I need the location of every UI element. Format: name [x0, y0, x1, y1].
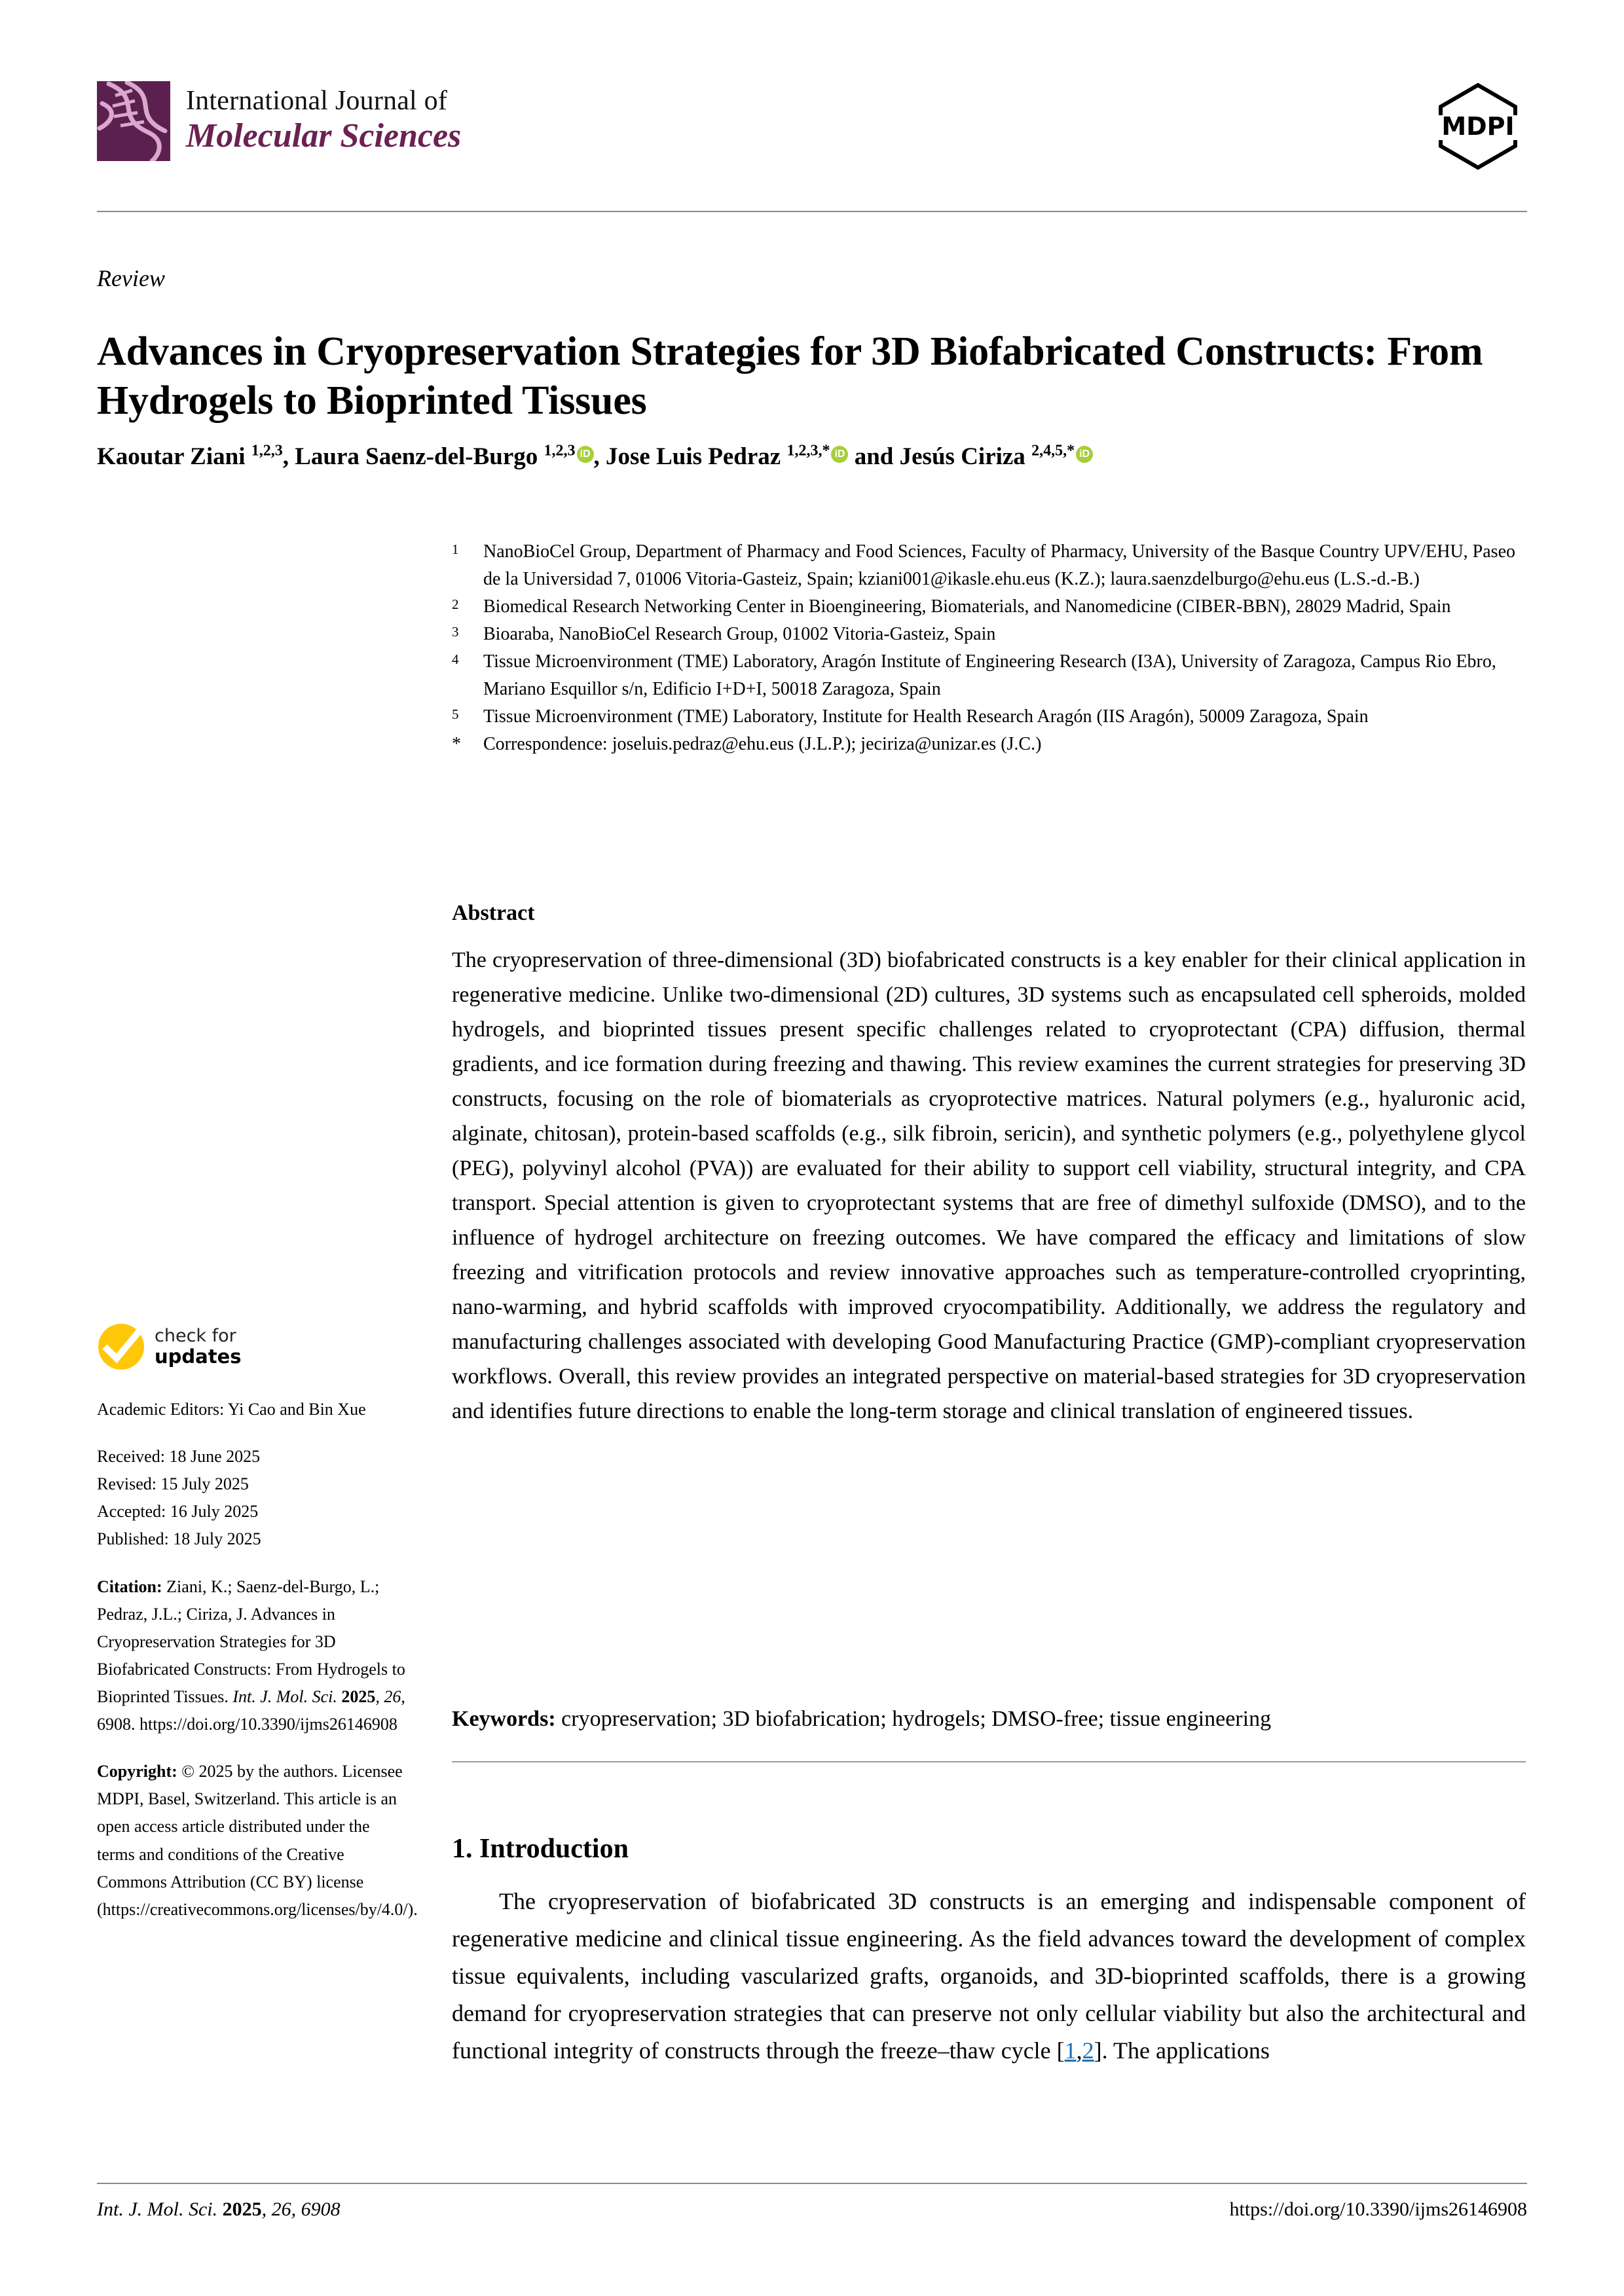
journal-name-line1: International Journal of — [186, 86, 448, 116]
journal-logo — [97, 81, 461, 161]
academic-editors: Academic Editors: Yi Cao and Bin Xue — [97, 1400, 366, 1419]
citation-year: 2025 — [341, 1686, 376, 1706]
date-published: Published: 18 July 2025 — [97, 1529, 261, 1549]
affiliation-row — [452, 538, 1526, 593]
affiliation-row — [452, 648, 1526, 703]
affiliation-marker: * — [452, 734, 461, 754]
mdpi-logo-text: MDPI — [1441, 112, 1515, 141]
citation-pages: , 6908. — [97, 1686, 405, 1734]
citation-ref-2[interactable]: 2 — [1082, 2037, 1094, 2064]
introduction-paragraph — [452, 1883, 1526, 2069]
copyright-text: © 2025 by the authors. Licensee MDPI, Basel, Switzerland. This article is an open access article distributed under the terms and conditions of the Creative Commons Attribution (CC BY) license (https://creativecommons.org/licenses/by/4.0/). — [97, 1762, 418, 1919]
affiliation-marker: 5 — [452, 706, 459, 722]
header-divider — [97, 211, 1527, 212]
author-affiliation-marker: 1,2,3 — [544, 442, 576, 460]
author-list: Kaoutar Ziani $^{1,2,3}$, Laura Saenz-del-Burgo $^{1,2,3}$ iD , Jose Luis Pedraz $^{1,2,3,*}$ iD and Jesús Ciriza $^{2,4,5,*}$ iD — [97, 440, 1527, 474]
footer-citation — [97, 2198, 341, 2221]
author-affiliation-marker: 2,4,5,* — [1031, 442, 1075, 460]
author-affiliation-marker: 1,2,3,* — [786, 442, 830, 460]
mdpi-logo — [1429, 77, 1527, 175]
keywords-label: Keywords: — [452, 1707, 556, 1731]
abstract-divider — [452, 1761, 1526, 1762]
footer-divider — [97, 2183, 1527, 2184]
orcid-icon[interactable]: iD — [831, 446, 848, 463]
affiliation-row — [452, 621, 1526, 648]
orcid-icon[interactable]: iD — [577, 446, 594, 463]
affiliation-marker: 4 — [452, 651, 459, 667]
footer-journal-name: Int. J. Mol. Sci. — [97, 2198, 218, 2220]
author-affiliation-marker: 1,2,3 — [251, 442, 283, 460]
affiliation-text: Tissue Microenvironment (TME) Laboratory, Aragón Institute of Engineering Research (I3A), University of Zaragoza, Campus Rio Ebro, Mariano Esquillor s/n, Edificio I+D+I, 50018 Zaragoza, Spain — [483, 651, 1496, 699]
date-revised: Revised: 15 July 2025 — [97, 1474, 249, 1494]
keywords — [452, 1702, 1526, 1736]
abstract-body: The cryopreservation of three-dimensional (3D) biofabricated constructs is a key enabler for their clinical application in regenerative medicine. Unlike two-dimensional (2D) cultures, 3D systems such as encapsulated cell spheroids, molded hydrogels, and bioprinted tissues present specific challenges related to cryoprotectant (CPA) diffusion, thermal gradients, and ice formation during freezing and thawing. This review examines the current strategies for preserving 3D constructs, focusing on the role of biomaterials as cryoprotective matrices. Natural polymers (e.g., hyaluronic acid, alginate, chitosan), protein-based scaffolds (e.g., silk fibroin, sericin), and synthetic polymers (e.g., polyethylene glycol (PEG), polyvinyl alcohol (PVA)) are evaluated for their ability to support cell viability, structural integrity, and CPA transport. Special attention is given to cryoprotectant systems that are free of dimethyl sulfoxide (DMSO), and to the influence of hydrogel architecture on freezing outcomes. We have compared the efficacy and limitations of slow freezing and vitrification protocols and review innovative approaches such as temperature-controlled cryoprinting, nano-warming, and hybrid scaffolds with improved cryocompatibility. Additionally, we address the regulatory and manufacturing challenges associated with developing Good Manufacturing Practice (GMP)-compliant cryopreservation workflows. Overall, this review provides an integrated perspective on material-based strategies for 3D cryopreservation and identifies future directions to enable the long-term storage and clinical translation of engineered tissues. — [452, 948, 1526, 1424]
citation-ref-separator: , — [1076, 2037, 1082, 2064]
affiliation-row — [452, 703, 1526, 731]
affiliation-row — [452, 593, 1526, 621]
affiliation-text: Correspondence: joseluis.pedraz@ehu.eus (J.L.P.); jeciriza@unizar.es (J.C.) — [483, 734, 1042, 754]
journal-name-line2: Molecular Sciences — [186, 117, 462, 155]
footer-year: 2025 — [222, 2198, 262, 2220]
citation-volume: , 26 — [375, 1686, 401, 1706]
affiliation-text: Bioaraba, NanoBioCel Research Group, 01002 Vitoria-Gasteiz, Spain — [483, 624, 996, 644]
page-title: Advances in Cryopreservation Strategies for 3D Biofabricated Constructs: From Hydrogels to Bioprinted Tissues — [97, 329, 1483, 424]
citation-label: Citation: — [97, 1576, 162, 1596]
check-for-updates-line2: updates — [155, 1345, 242, 1368]
citation-journal: Int. J. Mol. Sci. — [232, 1686, 337, 1706]
citation-ref-1[interactable]: 1 — [1064, 2037, 1077, 2064]
date-received: Received: 18 June 2025 — [97, 1447, 261, 1467]
abstract-heading: Abstract — [452, 901, 535, 925]
check-for-updates-label — [155, 1326, 242, 1368]
publication-dates — [97, 1443, 411, 1553]
section-heading-introduction: 1. Introduction — [452, 1834, 629, 1864]
citation-block — [97, 1573, 411, 1739]
page-header — [97, 77, 1527, 175]
affiliation-text: Biomedical Research Networking Center in Bioengineering, Biomaterials, and Nanomedicine (CIBER-BBN), 28029 Madrid, Spain — [483, 596, 1451, 617]
affiliation-marker: 2 — [452, 596, 459, 612]
date-accepted: Accepted: 16 July 2025 — [97, 1502, 259, 1522]
check-for-updates-line1: check for — [155, 1325, 236, 1346]
affiliation-text: NanoBioCel Group, Department of Pharmacy and Food Sciences, Faculty of Pharmacy, University of the Basque Country UPV/EHU, Paseo de la Universidad 7, 01006 Vitoria-Gasteiz, Spain; kziani001@ikasle.ehu.eus (K.Z.); laura.saenzdelburgo@ehu.eus (L.S.-d.-B.) — [483, 541, 1515, 589]
copyright-label: Copyright: — [97, 1762, 177, 1781]
affiliations-list — [452, 538, 1526, 758]
affiliation-row — [452, 731, 1526, 758]
footer-doi-link[interactable]: https://doi.org/10.3390/ijms26146908 — [1229, 2198, 1527, 2220]
journal-name — [186, 81, 461, 156]
affiliation-marker: 3 — [452, 624, 459, 640]
article-type: Review — [97, 265, 165, 291]
introduction-text-part1: The cryopreservation of biofabricated 3D constructs is an emerging and indispensable component of regenerative medicine and clinical tissue engineering. As the field advances toward the development of complex tissue equivalents, including vascularized grafts, organoids, and 3D-bioprinted scaffolds, there is a growing demand for cryopreservation strategies that can preserve not only cellular viability but also the architectural and functional integrity of constructs through the freeze–thaw cycle [ — [452, 1888, 1526, 2064]
checkmark-icon — [97, 1322, 145, 1371]
footer-volume-page: , 26, 6908 — [261, 2198, 341, 2220]
keywords-list: cryopreservation; 3D biofabrication; hydrogels; DMSO-free; tissue engineering — [561, 1707, 1272, 1731]
sidebar-metadata — [97, 1322, 418, 1943]
orcid-icon[interactable]: iD — [1076, 446, 1093, 463]
dna-helix-icon — [97, 81, 170, 161]
affiliation-marker: 1 — [452, 541, 459, 557]
check-for-updates-badge[interactable] — [97, 1322, 411, 1371]
copyright-block — [97, 1758, 418, 1923]
introduction-text-part2: ]. The applications — [1094, 2037, 1270, 2064]
citation-volume-number: 26 — [384, 1686, 401, 1706]
affiliation-text: Tissue Microenvironment (TME) Laboratory, Institute for Health Research Aragón (IIS Aragón), 50009 Zaragoza, Spain — [483, 706, 1369, 727]
citation-text: Ziani, K.; Saenz-del-Burgo, L.; Pedraz, J.L.; Ciriza, J. Advances in Cryopreservation Strategies for 3D Biofabricated Constructs: From Hydrogels to Bioprinted Tissues. — [97, 1576, 405, 1706]
citation-doi-link[interactable]: https://doi.org/10.3390/ijms26146908 — [139, 1715, 397, 1734]
